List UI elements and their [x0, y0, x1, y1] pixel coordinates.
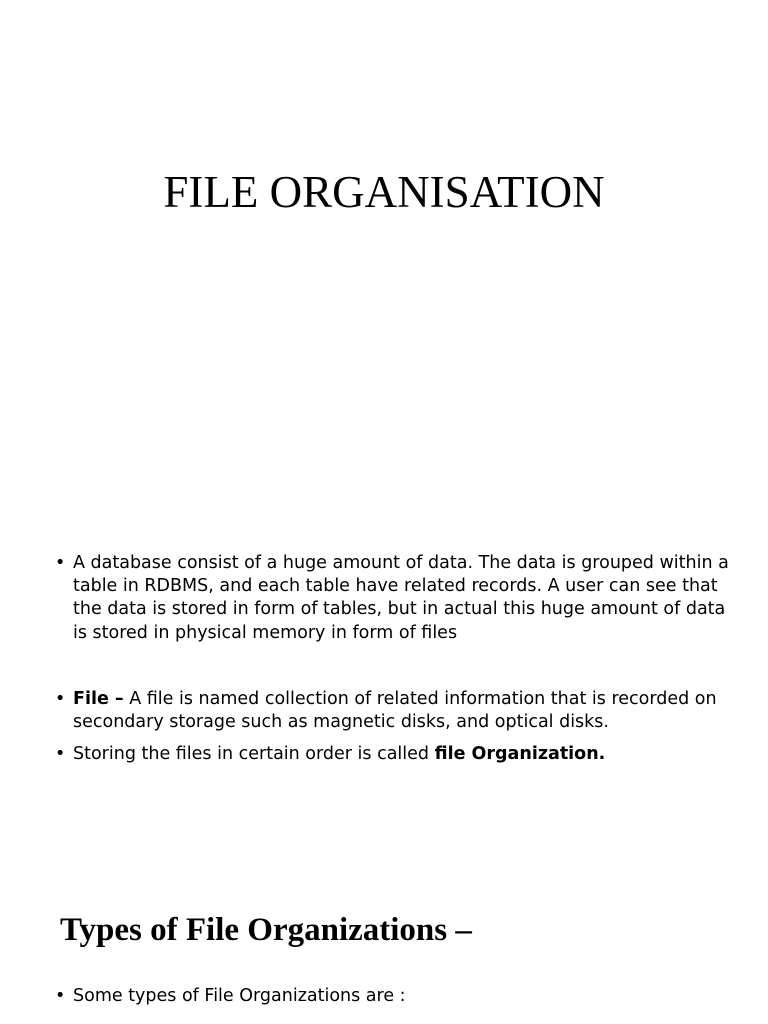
- bullet-list: [55, 688, 735, 767]
- section-heading: Types of File Organizations –: [60, 912, 472, 948]
- bullet-list: [55, 985, 735, 1008]
- list-item: [55, 743, 735, 766]
- list-item: [55, 985, 735, 1008]
- bullet-text: A file is named collection of related information that is recorded on secondary storage such as magnetic disks, and optical disks.: [73, 689, 717, 733]
- bullet-dot: •: [55, 689, 66, 709]
- bullet-bold-lead: File –: [73, 689, 124, 709]
- bullet-dot: •: [55, 744, 66, 765]
- bullet-text: Some types of File Organizations are :: [73, 986, 406, 1006]
- page-title: FILE ORGANISATION: [163, 167, 605, 217]
- list-item: [55, 688, 735, 734]
- bullet-dot: •: [55, 986, 66, 1006]
- list-item: [55, 552, 735, 645]
- bullet-list: [55, 552, 735, 645]
- bullet-bold-tail: file Organization.: [434, 744, 606, 765]
- bullet-dot: •: [55, 553, 66, 573]
- bullet-text: A database consist of a huge amount of data. The data is grouped within a table in RDBMS, and each table have related records. A user can see that the data is stored in form of tables, but in actual this huge amount of data is stored in physical memory in form of files: [73, 553, 729, 643]
- bullet-text: Storing the files in certain order is called: [73, 744, 435, 765]
